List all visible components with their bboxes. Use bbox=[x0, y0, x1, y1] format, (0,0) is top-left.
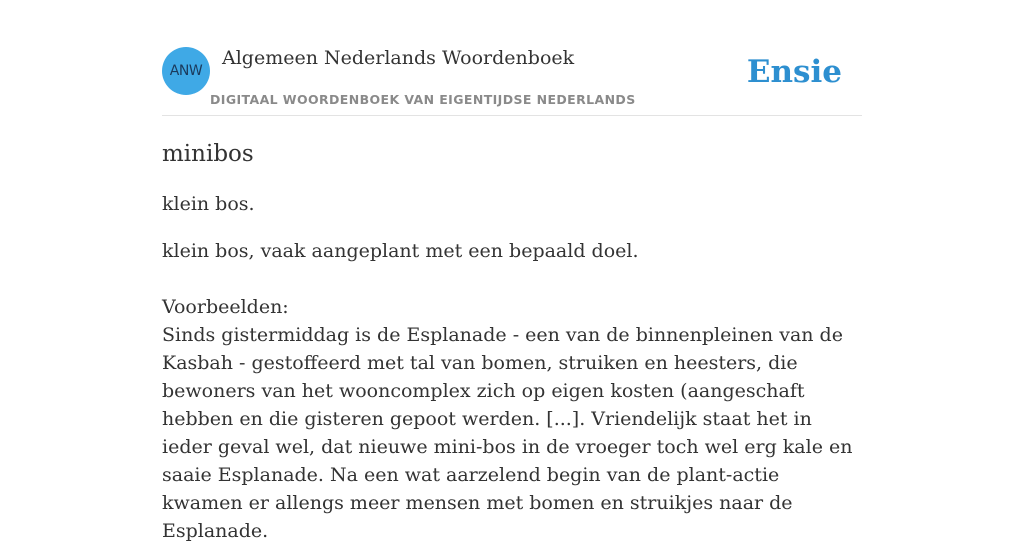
dictionary-header bbox=[162, 46, 862, 116]
example-text: Sinds gistermiddag is de Esplanade - een van de binnenpleinen van de Kasbah - gestoffeerd met tal van bomen, struiken en heesters, die bewoners van het wooncomplex zich op eigen kosten (aangeschaft hebben en die gisteren gepoot werden. [...]. Vriendelijk staat het in ieder geval wel, dat nieuwe mini-bos in de vroeger toch wel erg kale en saaie Esplanade. Na een wat aarzelend begin van de plant-actie kwamen er allengs meer mensen met bomen en struikjes naar de Esplanade. bbox=[162, 324, 853, 542]
examples-label: Voorbeelden: bbox=[162, 296, 289, 318]
dictionary-subtitle: DIGITAAL WOORDENBOEK VAN EIGENTIJDSE NEDERLANDS bbox=[210, 92, 636, 107]
entry-headword: minibos bbox=[162, 141, 254, 167]
anw-logo[interactable]: ANW bbox=[162, 47, 210, 95]
long-definition: klein bos, vaak aangeplant met een bepaald doel. bbox=[162, 240, 639, 262]
dictionary-title[interactable]: Algemeen Nederlands Woordenboek bbox=[222, 47, 575, 69]
entry-content bbox=[162, 138, 862, 545]
ensie-logo-link[interactable]: Ensie bbox=[746, 54, 842, 90]
short-definition: klein bos. bbox=[162, 193, 255, 215]
